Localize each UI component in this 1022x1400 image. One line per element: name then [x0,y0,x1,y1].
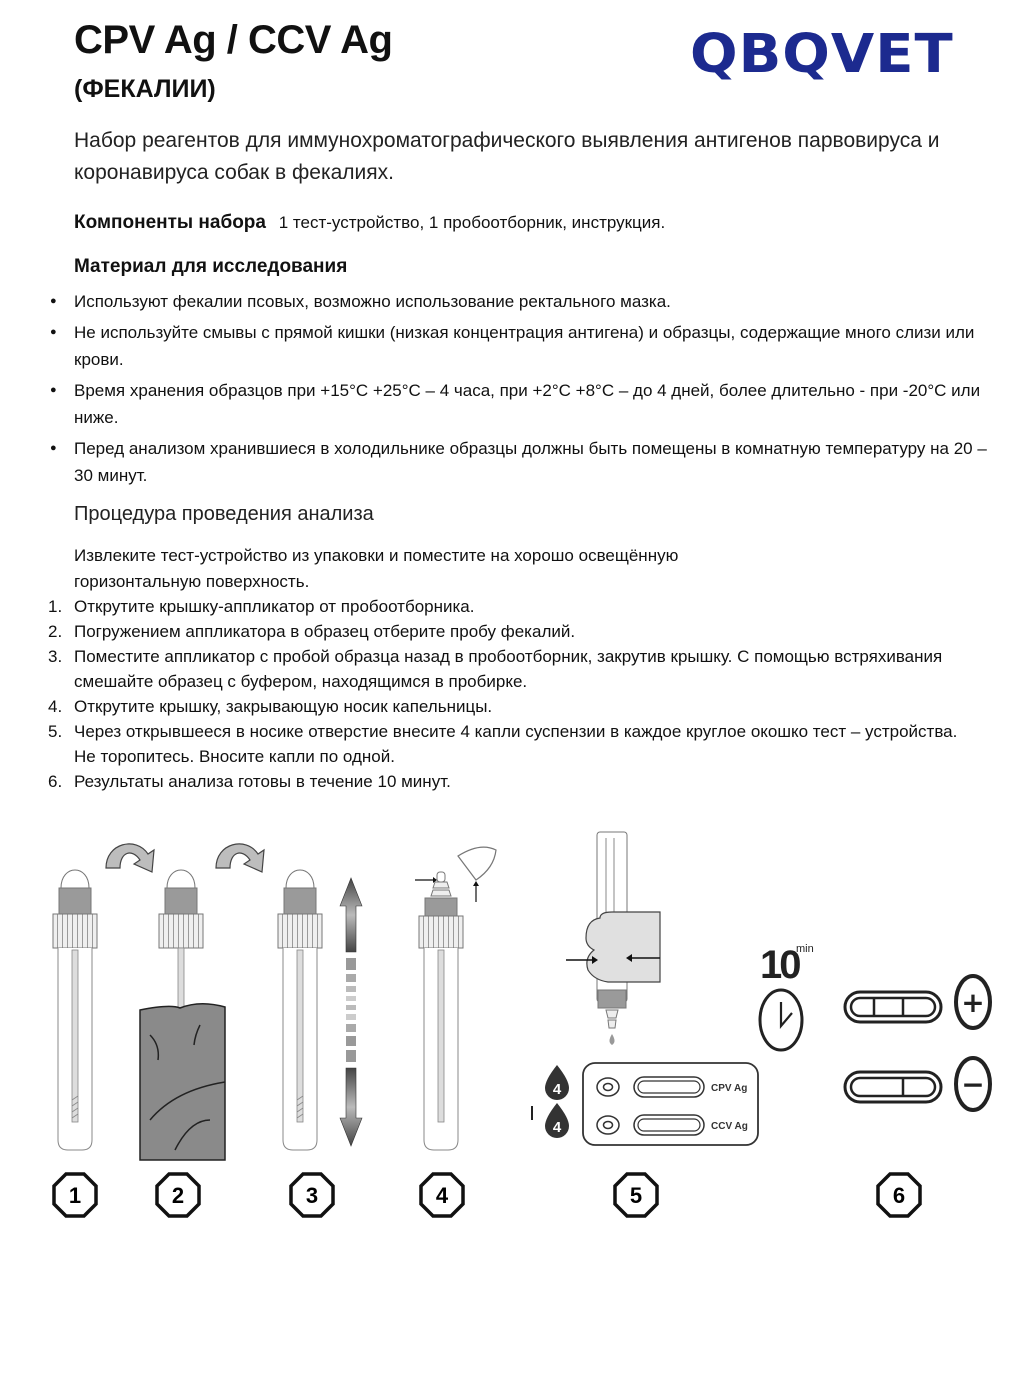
removed-cap-icon [458,847,496,902]
step1-tube-icon [53,870,97,1150]
brand-logo: QBQVET [690,23,954,86]
material-item: ● Не используйте смывы с прямой кишки (низкая концентрация антигена) и образцы, содержащие много слизи или крови. [40,319,990,373]
drop-count-icon [545,1103,569,1138]
procedure-steps [44,594,974,794]
procedure-step [44,719,974,769]
step-badge-label: 6 [892,1183,906,1208]
material-item: ● Время хранения образцов при +15°C +25°C – 4 часа, при +2°C +8°C – до 4 дней, более длительно - при -20°C или ниже. [40,377,990,431]
product-subtitle: (ФЕКАЛИИ) [74,75,216,103]
step-text: Через открывшееся в носике отверстие внесите 4 капли суспензии в каждое круглое окошко тест – устройства. Не торопитесь. Вносите капли по одной. [74,722,958,766]
feces-sample-icon [140,1004,225,1160]
timer-unit: min [796,943,814,955]
dropper-squeeze-icon [566,832,660,1045]
step3-tube-icon [278,870,322,1150]
negative-sign: − [961,1068,985,1101]
material-list [40,288,990,493]
step-number: 5. [48,722,63,741]
procedure-step [44,644,974,694]
rotate-arrow-icon [216,844,264,872]
result-negative-strip [845,1072,941,1102]
intro-text: Набор реагентов для иммунохроматографического выявления антигенов парвовируса и коронавируса собак в фекалиях. [74,129,940,184]
step-badge-1 [54,1174,96,1216]
step-badge-label: 2 [171,1183,185,1208]
timer-value: 10 [760,943,799,987]
components-label: Компоненты набора [74,212,266,233]
procedure-illustration [0,820,1022,1240]
components-line [74,212,665,234]
material-item: ● Используют фекалии псовых, возможно использование ректального мазка. [40,288,990,315]
step-text: Открутите крышку, закрывающую носик капельницы. [74,697,493,716]
step-number: 6. [48,772,63,791]
step4-tube-icon [415,872,463,1150]
procedure-step [44,694,974,719]
product-title: CPV Ag / CCV Ag [74,18,393,62]
components-text: 1 тест-устройство, 1 пробоотборник, инструкция. [278,213,666,232]
step-badge-5 [615,1174,657,1216]
step-number: 1. [48,597,63,616]
procedure-intro: Извлеките тест-устройство из упаковки и поместите на хорошо освещённую горизонтальную поверхность. [74,546,679,591]
procedure-step [44,769,974,794]
step-text: Погружением аппликатора в образец отберите пробу фекалий. [74,622,576,641]
result-positive-strip [845,992,941,1022]
step-number: 4. [48,697,63,716]
positive-sign: + [961,986,985,1019]
plus-icon [956,976,990,1028]
step-badge-label: 5 [629,1183,643,1208]
test-cassette [583,1063,758,1145]
cassette-label-ccv: CCV Ag [711,1121,748,1132]
step-badge-label: 4 [435,1183,449,1208]
timer-icon [760,943,814,1050]
drop-count-label: 4 [552,1081,562,1098]
step-number: 2. [48,622,63,641]
step-badge-6 [878,1174,920,1216]
cassette-label-cpv: CPV Ag [711,1083,748,1094]
rotate-arrow-icon [106,844,154,872]
step-number: 3. [48,647,63,666]
step-badge-3 [291,1174,333,1216]
step-text: Результаты анализа готовы в течение 10 минут. [74,772,451,791]
drop-count-icon [545,1065,569,1100]
step-badge-4 [421,1174,463,1216]
step-badge-label: 3 [305,1183,319,1208]
step-text: Поместите аппликатор с пробой образца назад в пробоотборник, закрутив крышку. С помощью встряхивания смешайте образец с буфером, находящимся в пробирке. [74,647,943,691]
minus-icon [956,1058,990,1110]
material-heading: Материал для исследования [74,256,348,277]
material-item: ● Перед анализом хранившиеся в холодильнике образцы должны быть помещены в комнатную температуру на 20 – 30 минут. [40,435,990,489]
procedure-step [44,594,974,619]
step-badge-label: 1 [68,1183,82,1208]
step-badge-2 [157,1174,199,1216]
shake-arrow-icon [340,878,362,1146]
procedure-step [44,619,974,644]
drop-count-label: 4 [552,1119,562,1136]
procedure-heading: Процедура проведения анализа [74,503,374,525]
step-text: Открутите крышку-аппликатор от пробоотборника. [74,597,475,616]
